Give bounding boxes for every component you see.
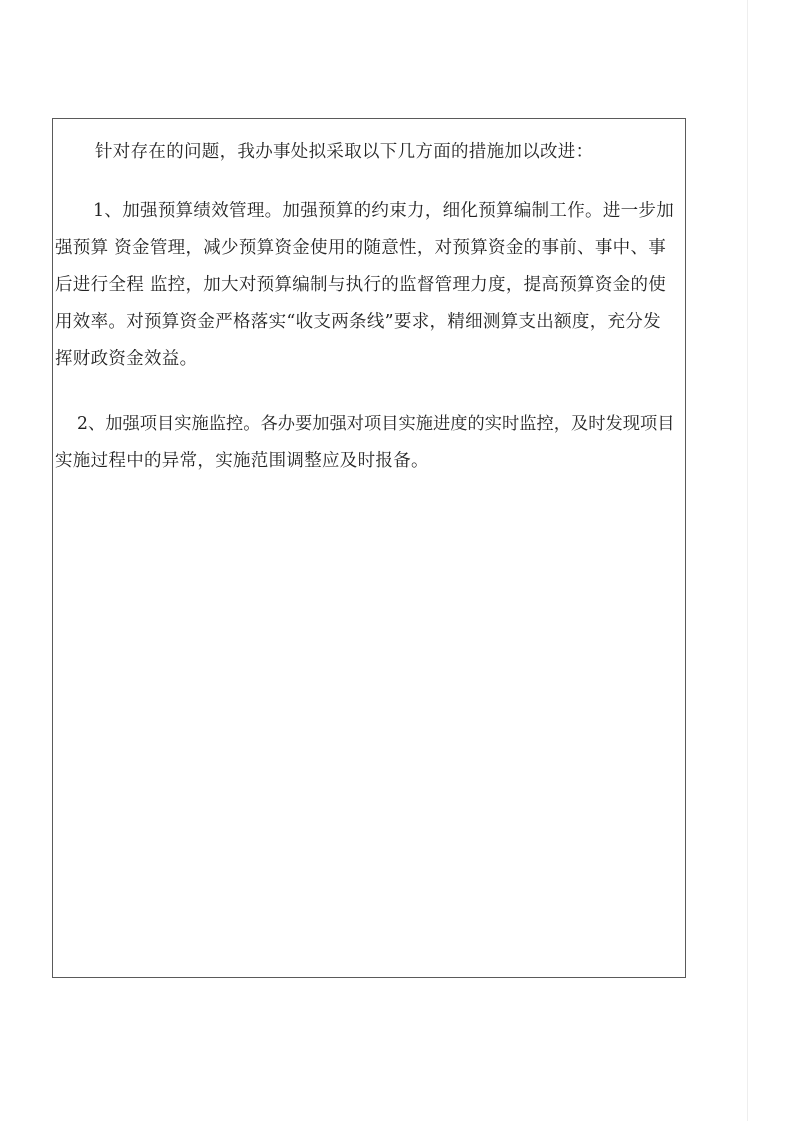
measure-1-line: 强预算 资金管理，减少预算资金使用的随意性，对预算资金的事前、事中、事 [55,238,667,258]
scan-edge-line [747,0,748,1121]
measure-1-line: 1、加强预算绩效管理。加强预算的约束力，细化预算编制工作。进一步加 [93,201,675,221]
measure-1-line: 后进行全程 监控，加大对预算编制与执行的监督管理力度，提高预算资金的使 [55,275,667,295]
measure-1-paragraph [55,193,674,378]
measure-1-line: 用效率。对预算资金严格落实“收支两条线”要求，精细测算支出额度，充分发 [55,312,661,332]
measure-1-line: 挥财政资金效益。 [55,349,198,369]
measure-2-paragraph [55,406,674,480]
measure-2-line: 2、加强项目实施监控。各办要加强对项目实施进度的实时监控，及时发现项目 [77,414,675,434]
measure-2-line: 实施过程中的异常，实施范围调整应及时报备。 [55,451,429,471]
intro-paragraph: 针对存在的问题，我办事处拟采取以下几方面的措施加以改进： [95,142,594,162]
